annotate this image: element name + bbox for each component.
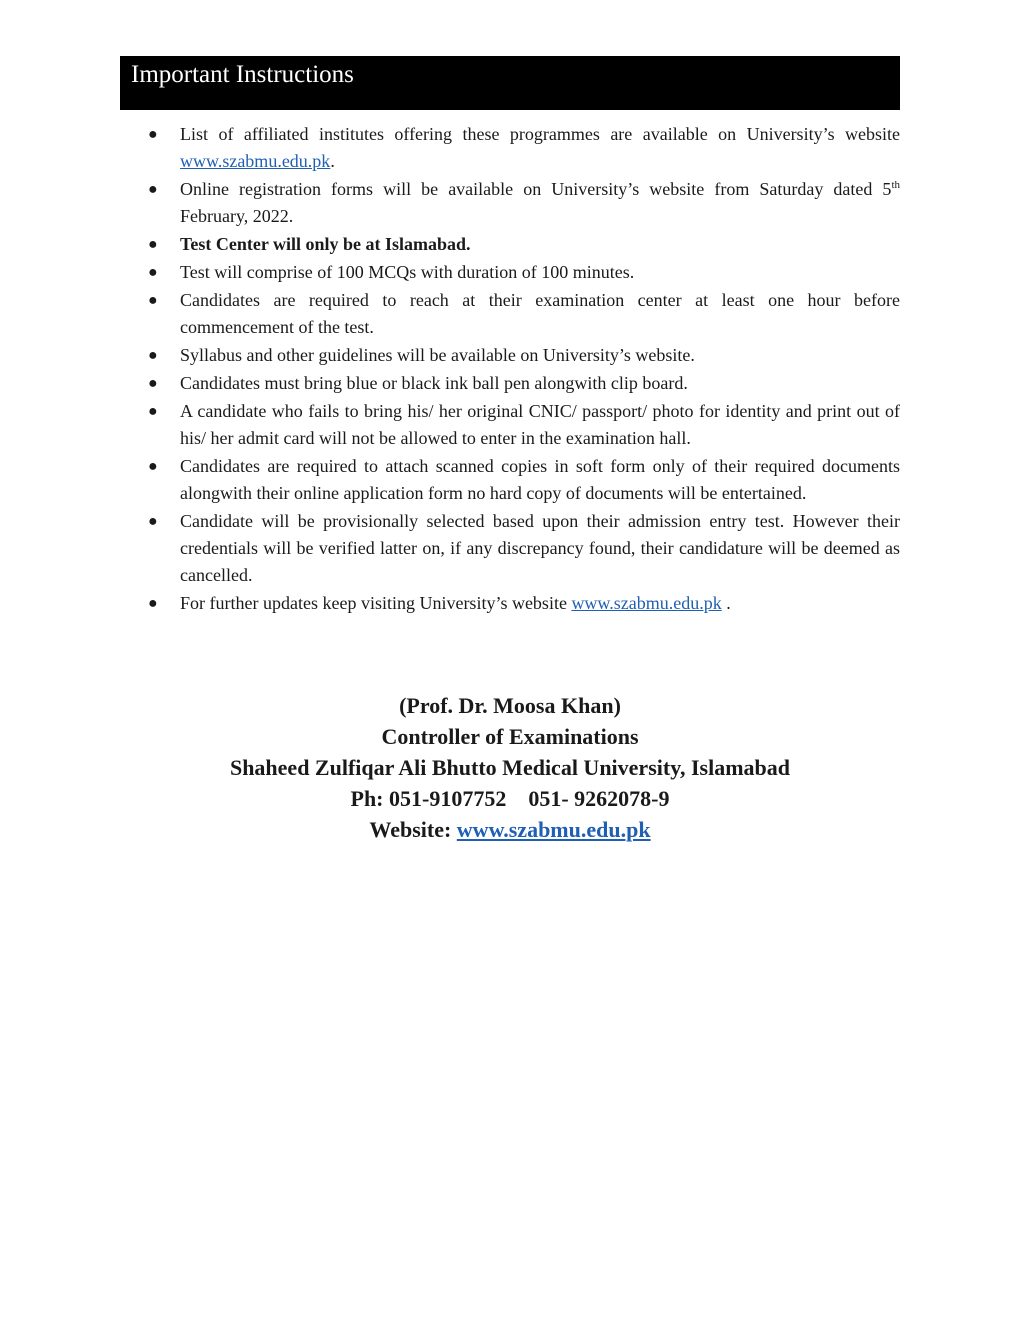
phone-numbers: Ph: 051-9107752 051- 9262078-9 (350, 786, 670, 811)
bullet-icon: ● (148, 264, 158, 281)
bullet-icon: ● (148, 126, 158, 143)
bullet-icon: ● (148, 458, 158, 475)
list-item: ● Test will comprise of 100 MCQs with duration of 100 minutes. (180, 259, 900, 286)
list-item: ● Candidates are required to attach scanned copies in soft form only of their required documents alongwith their online application form no hard copy of documents will be entertained. (180, 453, 900, 507)
bullet-icon: ● (148, 292, 158, 309)
website-line (0, 814, 1020, 845)
signatory-name: (Prof. Dr. Moosa Khan) (399, 693, 621, 718)
website-label: Website: (369, 817, 457, 842)
institution-name: Shaheed Zulfiqar Ali Bhutto Medical University, Islamabad (229, 755, 791, 780)
bullet-icon: ● (148, 375, 158, 392)
website-link[interactable]: www.szabmu.edu.pk (571, 593, 722, 613)
bullet-icon: ● (148, 181, 158, 198)
page-title: Important Instructions (131, 61, 354, 88)
website-link[interactable]: www.szabmu.edu.pk (456, 817, 651, 842)
list-item: ● For further updates keep visiting University’s website www.szabmu.edu.pk . (180, 590, 900, 617)
list-item: ● Online registration forms will be available on University’s website from Saturday dated 5th February, 2022. (180, 176, 900, 230)
header-bar (120, 56, 900, 110)
list-item: ● Candidates must bring blue or black ink ball pen alongwith clip board. (180, 370, 900, 397)
bullet-icon: ● (148, 513, 158, 530)
list-item: ● Test Center will only be at Islamabad. (180, 231, 900, 258)
list-item: ● List of affiliated institutes offering these programmes are available on University’s website www.szabmu.edu.pk. (180, 121, 900, 175)
signatory-designation: Controller of Examinations (381, 724, 639, 749)
bullet-icon: ● (148, 347, 158, 364)
bullet-icon: ● (148, 236, 158, 253)
website-link[interactable]: www.szabmu.edu.pk (180, 151, 331, 171)
signature-block (0, 690, 1020, 845)
bullet-icon: ● (148, 595, 158, 612)
instructions-list (148, 121, 900, 618)
bullet-icon: ● (148, 403, 158, 420)
list-item: ● Syllabus and other guidelines will be available on University’s website. (180, 342, 900, 369)
list-item: ● Candidate will be provisionally selected based upon their admission entry test. However their credentials will be verified latter on, if any discrepancy found, their candidature will be deemed as cancelled. (180, 508, 900, 589)
list-item: ● A candidate who fails to bring his/ her original CNIC/ passport/ photo for identity and print out of his/ her admit card will not be allowed to enter in the examination hall. (180, 398, 900, 452)
list-item: ● Candidates are required to reach at their examination center at least one hour before commencement of the test. (180, 287, 900, 341)
